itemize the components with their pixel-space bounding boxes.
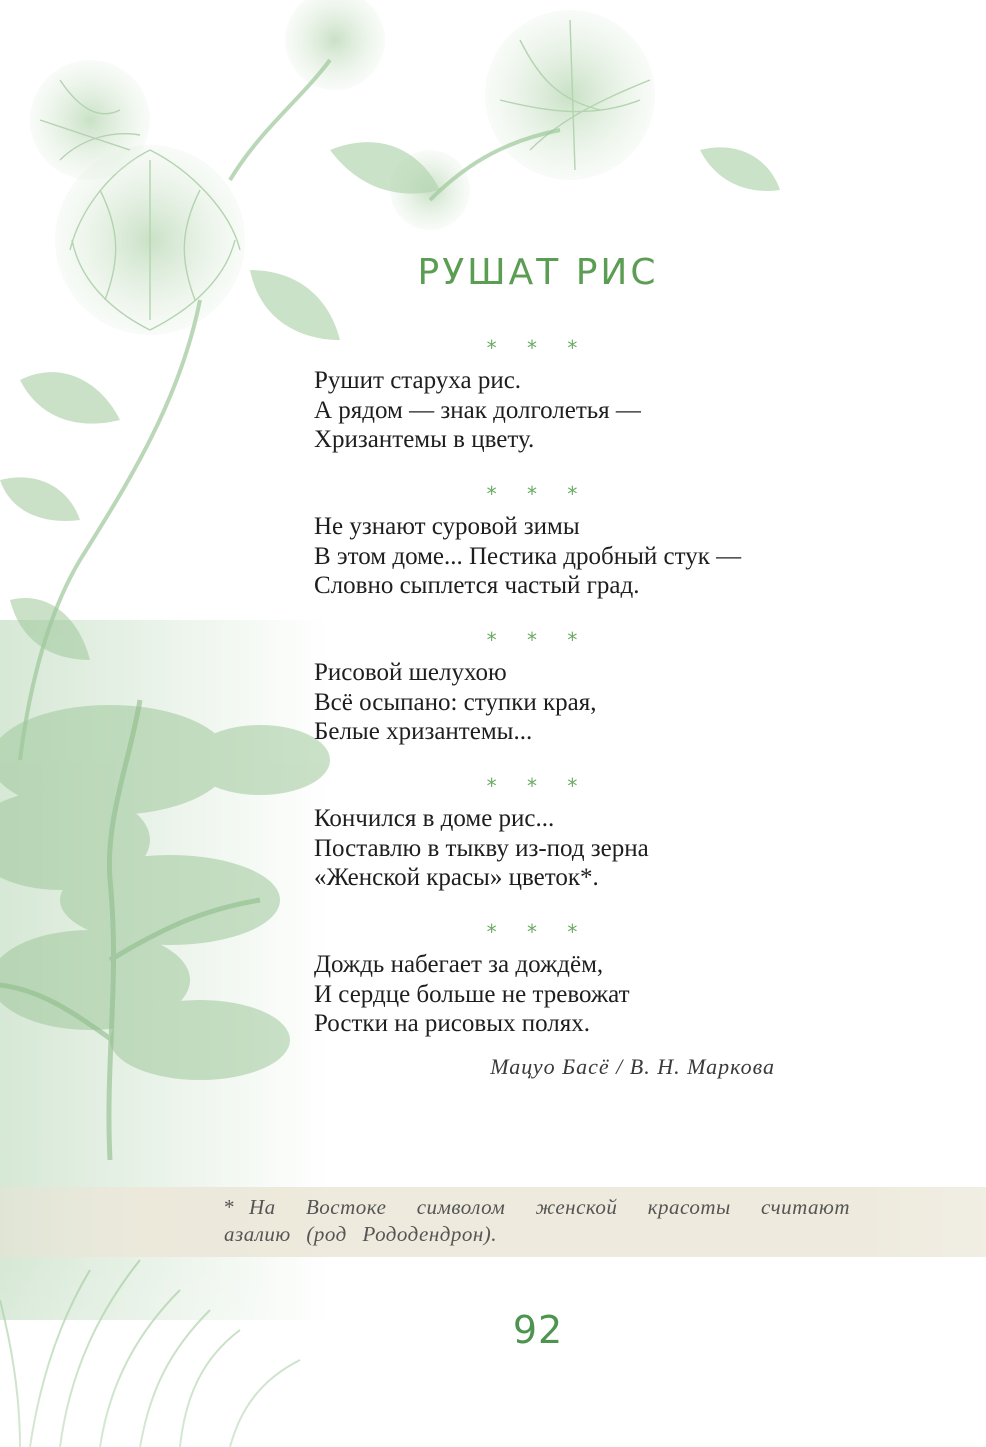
poem-line: Всё осыпано: ступки края, (314, 688, 597, 716)
stanza-separator: * * * (486, 774, 590, 798)
stanza-separator: * * * (486, 920, 590, 944)
footnote (224, 1194, 850, 1248)
poem-line: Словно сыплется частый град. (314, 572, 640, 599)
poem-line: Кончился в доме рис... (314, 805, 555, 832)
poem-line: Дождь набегает за дождём, (314, 951, 604, 978)
stanza-5 (314, 950, 834, 1039)
stanza-separator: * * * (486, 482, 590, 506)
footnote-text: На Востоке символом женской красоты считают азалию (род Рододендрон). (224, 1195, 850, 1246)
stanza-1 (314, 366, 834, 455)
poem-line: А рядом — знак долголетья — (314, 396, 641, 424)
poem-line: Хризантемы в цвету. (314, 426, 535, 453)
stanza-3 (314, 658, 834, 747)
poem-line: В этом доме... Пестика дробный стук — (314, 542, 742, 570)
poem-line: Ростки на рисовых полях. (314, 1010, 591, 1037)
stanza-4 (314, 804, 834, 893)
poem-line: Поставлю в тыкву из-под зерна (314, 834, 649, 862)
poem-attribution: Мацуо Басё / В. Н. Маркова (490, 1054, 775, 1079)
footnote-mark: * (224, 1195, 235, 1219)
poem-line: Рисовой шелухою (314, 659, 507, 686)
poem-line: Рушит старуха рис. (314, 367, 522, 394)
poem-line: «Женской красы» цветок*. (314, 864, 599, 891)
poem-line: Не узнают суровой зимы (314, 513, 580, 540)
stanza-separator: * * * (486, 336, 590, 360)
poem-title: РУШАТ РИС (417, 252, 659, 293)
page-number: 92 (512, 1308, 564, 1352)
poem-line: И сердце больше не тревожат (314, 980, 630, 1008)
stanza-2 (314, 512, 834, 601)
stanza-separator: * * * (486, 628, 590, 652)
poem-line: Белые хризантемы... (314, 718, 533, 745)
